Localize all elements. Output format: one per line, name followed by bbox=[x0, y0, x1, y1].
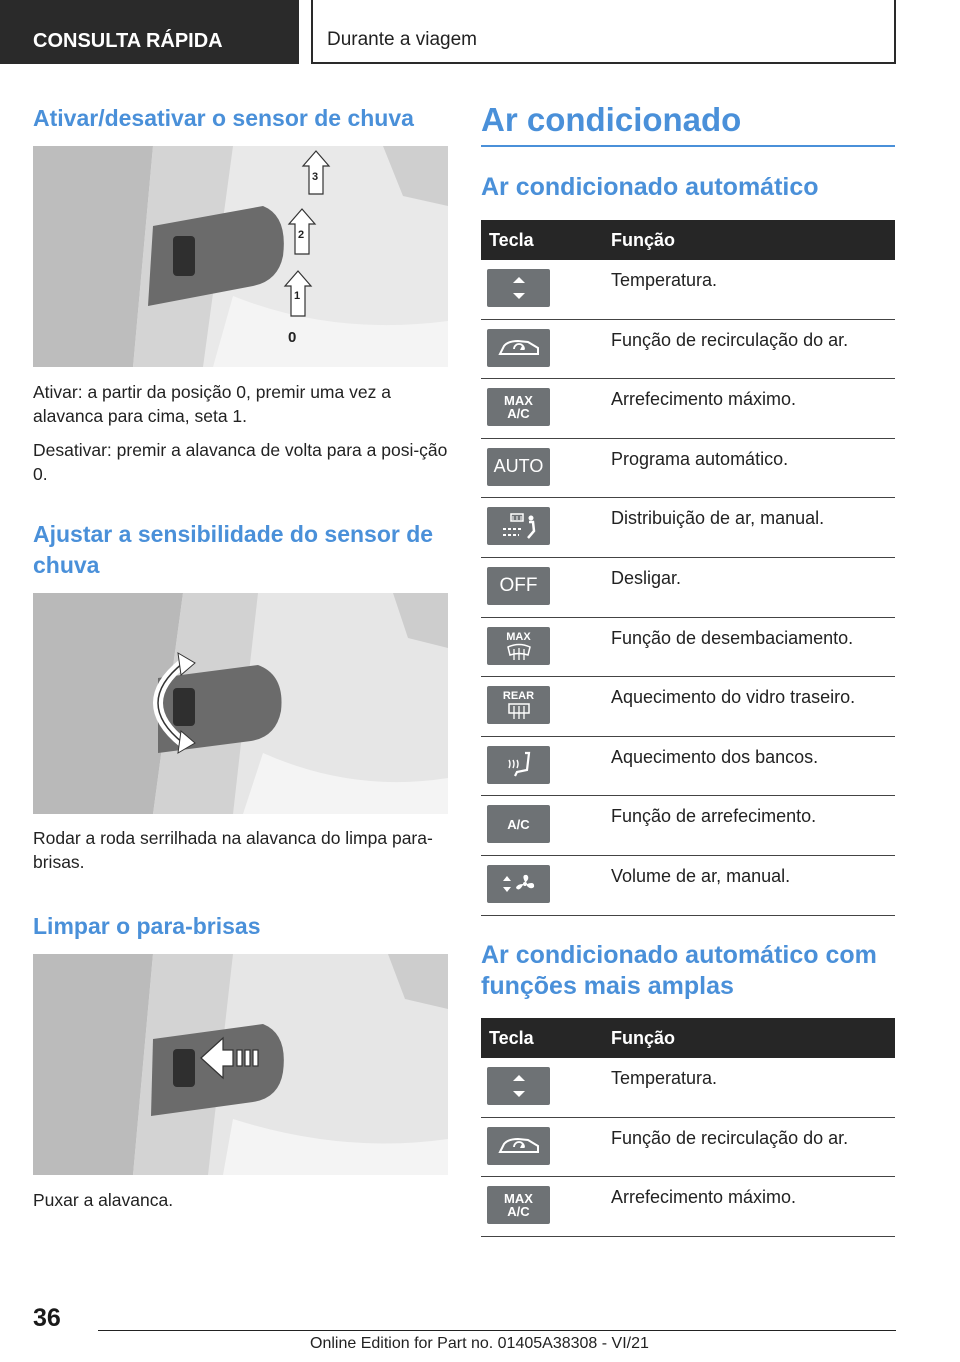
col-func-header: Função bbox=[611, 229, 676, 250]
table-row bbox=[481, 320, 895, 380]
ac-icon[interactable]: A/C bbox=[487, 805, 550, 843]
function-text: Temperatura. bbox=[611, 270, 718, 290]
table-row bbox=[481, 1058, 895, 1118]
table-row bbox=[481, 796, 895, 856]
table-row bbox=[481, 856, 895, 916]
table-row bbox=[481, 618, 895, 678]
table-row bbox=[481, 379, 895, 439]
label-2: 2 bbox=[298, 229, 305, 241]
temperature-arrows-icon[interactable] bbox=[487, 1067, 550, 1105]
function-text: Função de desembaciamento. bbox=[611, 627, 854, 648]
function-text: Distribuição de ar, manual. bbox=[611, 508, 825, 529]
table-row bbox=[481, 260, 895, 320]
function-text: Volume de ar, manual. bbox=[611, 865, 791, 886]
edition-text: Online Edition for Part no. 01405A38308 - VI/21 bbox=[310, 1335, 649, 1352]
title-divider bbox=[481, 145, 895, 147]
off-icon[interactable]: OFF bbox=[487, 567, 550, 605]
table-row bbox=[481, 1177, 895, 1237]
max-defrost-icon[interactable]: MAX bbox=[487, 627, 550, 665]
function-text: Função de arrefecimento. bbox=[611, 806, 817, 827]
function-text: Programa automático. bbox=[611, 448, 789, 469]
col-key-header: Tecla bbox=[489, 229, 534, 250]
auto-icon[interactable]: AUTO bbox=[487, 448, 550, 486]
table-row bbox=[481, 558, 895, 618]
col-func-header: Função bbox=[611, 1027, 676, 1048]
table-row bbox=[481, 439, 895, 499]
sensitivity-wheel-image bbox=[33, 593, 448, 814]
page-title: Ar condicionado bbox=[481, 101, 742, 138]
sensitivity-text: Rodar a roda serrilhada na alavanca do limpa para-brisas. bbox=[33, 828, 433, 872]
table-row bbox=[481, 677, 895, 737]
page-number: 36 bbox=[33, 1304, 61, 1332]
label-1: 1 bbox=[294, 290, 301, 302]
chapter-title: Durante a viagem bbox=[311, 0, 896, 64]
table-row bbox=[481, 498, 895, 558]
heading-sensitivity: Ajustar a sensibilidade do sensor de chuva bbox=[33, 521, 434, 578]
air-distribution-icon[interactable] bbox=[487, 507, 550, 545]
heading-clean-windscreen: Limpar o para-brisas bbox=[33, 913, 261, 939]
function-text: Desligar. bbox=[611, 567, 682, 588]
table-header bbox=[481, 220, 895, 260]
heading-extended-ac: Ar condicionado automático com funções mais amplas bbox=[481, 941, 877, 1000]
rain-sensor-deactivate-text: Desativar: premir a alavanca de volta para a posi‐ção 0. bbox=[33, 440, 448, 484]
heading-rain-sensor: Ativar/desativar o sensor de chuva bbox=[33, 105, 414, 131]
function-text: Função de recirculação do ar. bbox=[611, 1127, 849, 1148]
recirculation-icon[interactable] bbox=[487, 1127, 550, 1165]
label-3: 3 bbox=[312, 171, 319, 183]
seat-heating-icon[interactable] bbox=[487, 746, 550, 784]
fan-volume-icon[interactable] bbox=[487, 865, 550, 903]
table-row bbox=[481, 737, 895, 797]
rain-sensor-lever-image bbox=[33, 146, 448, 367]
function-text: Aquecimento dos bancos. bbox=[611, 746, 819, 767]
heading-auto-ac: Ar condicionado automático bbox=[481, 173, 819, 201]
table-header bbox=[481, 1018, 895, 1058]
max-ac-icon[interactable]: MAX A/C bbox=[487, 388, 550, 426]
rear-defrost-icon[interactable]: REAR bbox=[487, 686, 550, 724]
temperature-arrows-icon[interactable] bbox=[487, 269, 550, 307]
max-ac-icon[interactable]: MAX A/C bbox=[487, 1186, 550, 1224]
recirculation-icon[interactable] bbox=[487, 329, 550, 367]
function-text: Função de recirculação do ar. bbox=[611, 329, 849, 350]
table-row bbox=[481, 1118, 895, 1178]
section-tab: CONSULTA RÁPIDA bbox=[0, 0, 299, 64]
function-text: Temperatura. bbox=[611, 1068, 718, 1088]
clean-windscreen-image bbox=[33, 954, 448, 1175]
clean-windscreen-text: Puxar a alavanca. bbox=[33, 1190, 174, 1210]
function-text: Arrefecimento máximo. bbox=[611, 389, 797, 410]
function-text: Aquecimento do vidro traseiro. bbox=[611, 687, 856, 708]
rain-sensor-activate-text: Ativar: a partir da posição 0, premir uma vez a alavanca para cima, seta 1. bbox=[33, 382, 391, 426]
function-text: Arrefecimento máximo. bbox=[611, 1187, 797, 1208]
label-0: 0 bbox=[288, 329, 297, 346]
extended-ac-table bbox=[481, 1018, 895, 1237]
auto-ac-table bbox=[481, 220, 895, 916]
footer-divider bbox=[98, 1330, 896, 1331]
col-key-header: Tecla bbox=[489, 1027, 534, 1048]
